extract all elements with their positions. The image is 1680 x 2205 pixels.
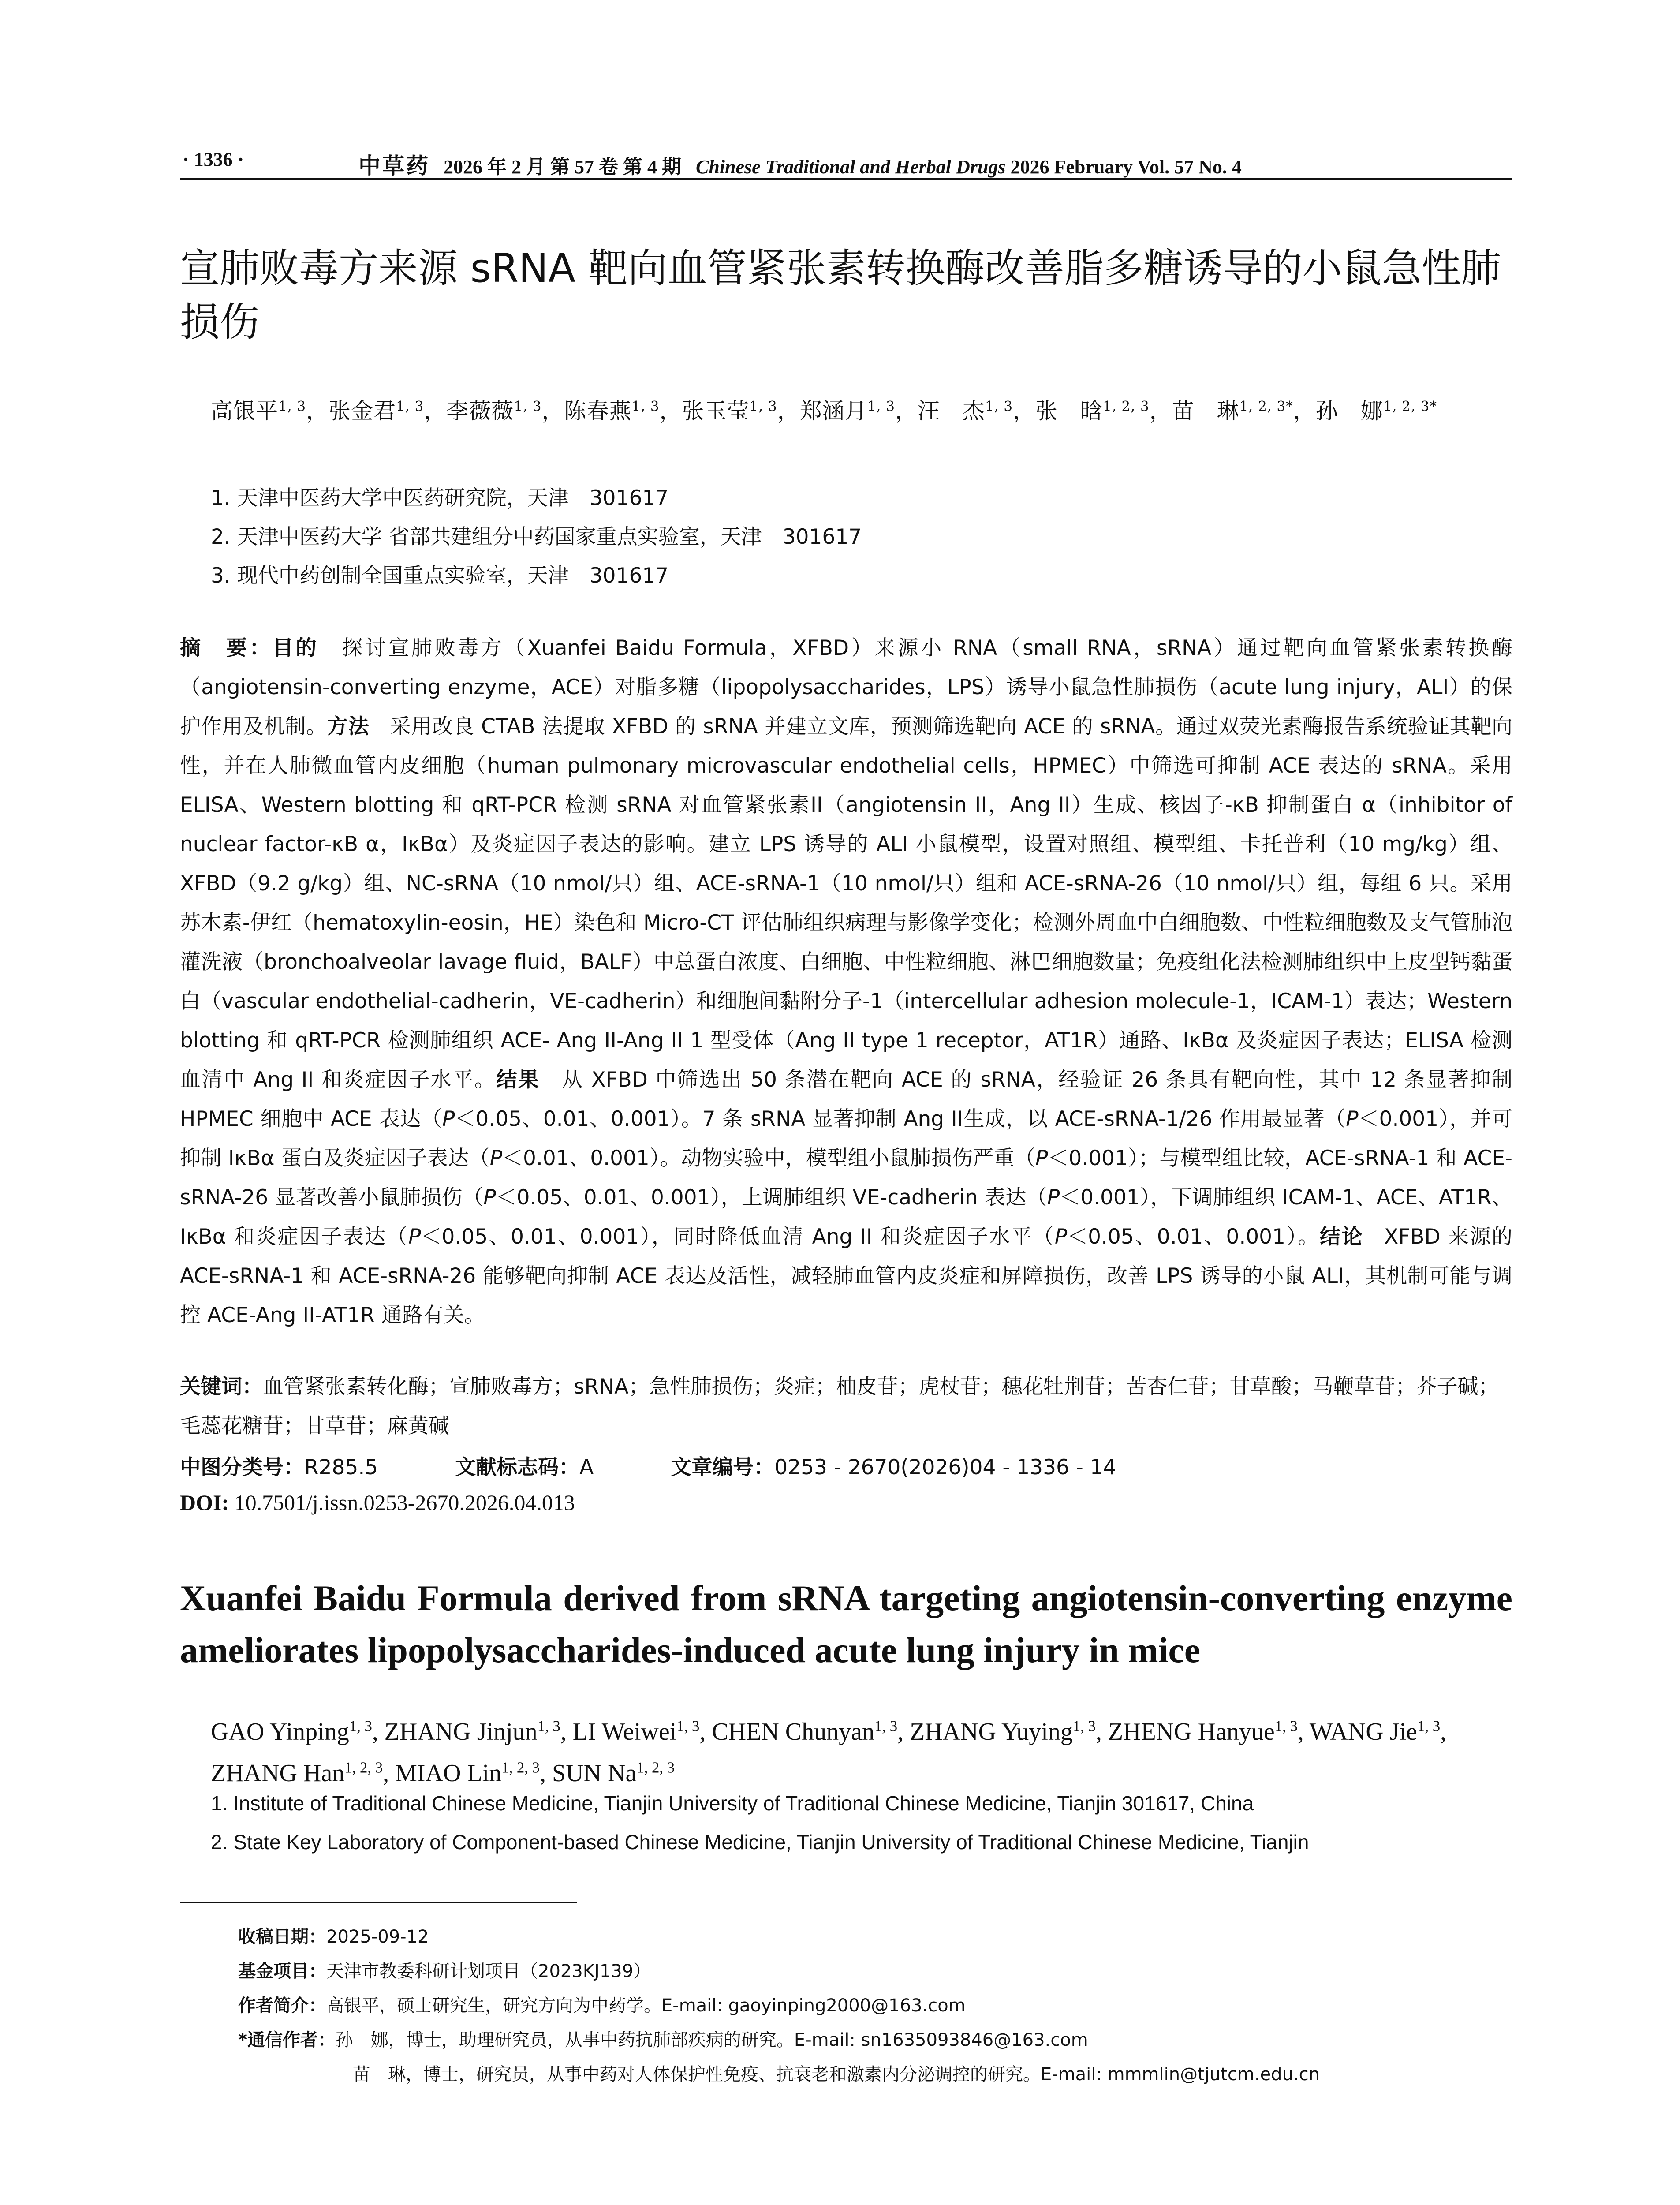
fund-text: 天津市教委科研计划项目（2023KJ139） [326, 1961, 651, 1981]
author-affiliation-sup: 1, 3 [537, 1717, 560, 1735]
abstract-label: 摘 要： [180, 636, 273, 660]
footnote-corresponding-2: 苗 琳，博士，研究员，从事中药对人体保护性免疫、抗衰老和激素内分泌调控的研究。E-mail: mmmlin@tjutcm.edu.cn [353, 2064, 1320, 2085]
author-affiliation-sup: 1, 3 [874, 1717, 898, 1735]
article-no-label: 文章编号： [671, 1455, 775, 1480]
author-name-en: SUN Na [552, 1760, 637, 1787]
keywords-label: 关键词： [180, 1375, 263, 1399]
results-segment: ＜0.001），并可抑制 IκBα 蛋白及炎症因子表达（ [180, 1107, 1512, 1170]
results-segment: ＜0.001）；与模型组比较，ACE-sRNA-1 和 ACE-sRNA-26 显著改善小鼠肺损伤（ [180, 1146, 1512, 1210]
affiliation-en-2: 2. State Key Laboratory of Component-based Chinese Medicine, Tianjin University of Traditional Chinese Medicine, Tianjin [211, 1831, 1309, 1854]
footnote-fund [238, 1957, 651, 1982]
clc-value: R285.5 [304, 1455, 378, 1480]
page-number: · 1336 · [183, 149, 244, 170]
keywords-text: 血管紧张素转化酶；宣肺败毒方；sRNA；急性肺损伤；炎症；柚皮苷；虎杖苷；穗花牡荆苷；苦杏仁苷；甘草酸；马鞭草苷；芥子碱；毛蕊花糖苷；甘草苷；麻黄碱 [180, 1375, 1499, 1438]
p-value-symbol: P [1047, 1185, 1060, 1210]
p-value-symbol: P [483, 1185, 496, 1210]
affiliation-cn-1: 1. 天津中医药大学中医药研究院，天津 301617 [211, 486, 669, 510]
conclusion-label: 结论 [1319, 1225, 1363, 1249]
corresponding-label: *通信作者： [238, 2030, 336, 2050]
objective-text: 探讨宣肺败毒方（Xuanfei Baidu Formula，XFBD）来源小 RNA（small RNA，sRNA）通过靶向血管紧张素转换酶（angiotensin-converting enzyme，ACE）对脂多糖（lipopolysaccharides，LPS）诱导小鼠急性肺损伤（acute lung injury，ALI）的保护作用及机制。 [180, 636, 1512, 739]
author-affiliation-sup: 1, 3 [396, 398, 424, 415]
footnote-corresponding [238, 2026, 1088, 2051]
issue-cn: 2026 年 2 月 第 57 卷 第 4 期 [444, 156, 681, 178]
running-header [180, 140, 1512, 180]
author-name-cn: 苗 琳 [1172, 398, 1239, 424]
author-name-en: LI Weiwei [572, 1718, 677, 1745]
author-affiliation-sup: 1, 2, 3 [344, 1759, 383, 1776]
doi-label: DOI: [180, 1490, 229, 1515]
abstract [180, 628, 1512, 1335]
title-cn: 宣肺败毒方来源 sRNA 靶向血管紧张素转换酶改善脂多糖诱导的小鼠急性肺损伤 [180, 245, 1501, 345]
author-affiliation-sup: 1, 3 [349, 1717, 372, 1735]
results-segment: ＜0.01、0.001）。动物实验中，模型组小鼠肺损伤严重（ [502, 1146, 1036, 1170]
author-affiliation-sup: 1, 2, 3 [636, 1759, 675, 1776]
p-value-symbol: P [442, 1107, 455, 1131]
author-bio-label: 作者简介： [238, 1996, 326, 2016]
author-affiliation-sup: 1, 3 [1417, 1717, 1441, 1735]
author-affiliation-sup: 1, 3 [278, 398, 306, 415]
received-date: 2025-09-12 [326, 1927, 429, 1947]
affiliation-cn-3: 3. 现代中药创制全国重点实验室，天津 301617 [211, 564, 669, 588]
conclusion-text: XFBD 来源的 ACE-sRNA-1 和 ACE-sRNA-26 能够靶向抑制 ACE 表达及活性，减轻肺血管内皮炎症和屏障损伤，改善 LPS 诱导的小鼠 ALI，其机制可能与调控 ACE-Ang II-AT1R 通路有关。 [180, 1225, 1513, 1327]
author-name-cn: 张玉莹 [682, 398, 750, 424]
journal-name-cn: 中草药 [358, 153, 430, 179]
author-name-cn: 陈春燕 [564, 398, 632, 424]
author-affiliation-sup: 1, 3 [749, 398, 777, 415]
journal-name-en: Chinese Traditional and Herbal Drugs [696, 156, 1006, 178]
fund-label: 基金项目： [238, 1961, 326, 1981]
authors-cn: 高银平$^{1, 3}$，张金君$^{1, 3}$，李薇薇$^{1, 3}$，陈春燕$^{1, 3}$，张玉莹$^{1, 3}$，郑涵月$^{1, 3}$，汪 杰$^{1, 3}$，张 晗$^{1, 2, 3}$，苗 琳$^{1, 2, 3*}$，孙 娜$^{1, 2, 3*}$ [211, 398, 1437, 424]
footnote-author [238, 1992, 966, 2017]
author-name-cn: 李薇薇 [446, 398, 514, 424]
author-name-en: ZHENG Hanyue [1108, 1718, 1275, 1745]
results-label: 结果 [496, 1068, 540, 1092]
doc-code-value: A [579, 1455, 594, 1480]
author-name-cn: 张 晗 [1035, 398, 1103, 424]
methods-text: 采用改良 CTAB 法提取 XFBD 的 sRNA 并建立文库，预测筛选靶向 ACE 的 sRNA。通过双荧光素酶报告系统验证其靶向性，并在人肺微血管内皮细胞（human pulmonary microvascular endothelial cells，HPMEC）中筛选可抑制 ACE 表达的 sRNA。采用 ELISA、Western blotting 和 qRT-PCR 检测 sRNA 对血管紧张素II（angiotensin II，Ang II）生成、核因子-κB 抑制蛋白 α（inhibitor of nuclear factor-κB α，IκBα）及炎症因子表达的影响。建立 LPS 诱导的 ALI 小鼠模型，设置对照组、模型组、卡托普利（10 mg/kg）组、XFBD（9.2 g/kg）组、NC-sRNA（10 nmol/只）组、ACE-sRNA-1（10 nmol/只）组和 ACE-sRNA-26（10 nmol/只）组，每组 6 只。采用苏木素-伊红（hematoxylin-eosin，HE）染色和 Micro-CT 评估肺组织病理与影像学变化；检测外周血中白细胞数、中性粒细胞数及支气管肺泡灌洗液（bronchoalveolar lavage fluid，BALF）中总蛋白浓度、白细胞、中性粒细胞、淋巴细胞数量；免疫组化法检测肺组织中上皮型钙黏蛋白（vascular endothelial-cadherin，VE-cadherin）和细胞间黏附分子-1（intercellular adhesion molecule-1，ICAM-1）表达；Western blotting 和 qRT-PCR 检测肺组织 ACE- Ang II-Ang II 1 型受体（Ang II type 1 receptor，AT1R）通路、IκBα 及炎症因子表达；ELISA 检测血清中 Ang II 和炎症因子水平。 [180, 714, 1513, 1092]
author-bio-text: 高银平，硕士研究生，研究方向为中药学。E-mail: gaoyinping2000@163.com [326, 1996, 966, 2016]
author-affiliation-sup: 1, 2, 3* [1239, 398, 1293, 415]
p-value-symbol: P [1054, 1225, 1068, 1249]
doc-code-label: 文献标志码： [455, 1455, 580, 1480]
affiliation-en-1: 1. Institute of Traditional Chinese Medicine, Tianjin University of Traditional Chinese Medicine, Tianjin 301617, China [211, 1792, 1254, 1815]
affiliation-cn-2: 2. 天津中医药大学 省部共建组分中药国家重点实验室，天津 301617 [211, 525, 862, 549]
footnote-divider [180, 1902, 577, 1903]
objective-label: 目的 [273, 636, 319, 660]
title-en: Xuanfei Baidu Formula derived from sRNA targeting angiotensin-converting enzyme ameliorates lipopolysaccharides-induced acute lung injury in mice [180, 1578, 1512, 1670]
received-label: 收稿日期： [238, 1927, 326, 1947]
doi-line [180, 1490, 1512, 1515]
author-affiliation-sup: 1, 3 [1274, 1717, 1298, 1735]
author-affiliation-sup: 1, 3 [676, 1717, 700, 1735]
results-text [180, 1068, 1512, 1249]
author-name-cn: 汪 杰 [917, 398, 985, 424]
p-value-symbol: P [1346, 1107, 1359, 1131]
results-segment: 从 XFBD 中筛选出 50 条潜在靶向 ACE 的 sRNA，经验证 26 条具有靶向性，其中 12 条显著抑制 HPMEC 细胞中 ACE 表达（ [180, 1068, 1512, 1131]
author-name-cn: 张金君 [329, 398, 396, 424]
author-name-en: ZHANG Yuying [910, 1718, 1073, 1745]
author-name-en: GAO Yinping [211, 1718, 349, 1745]
p-value-symbol: P [1035, 1146, 1048, 1170]
results-segment: ＜0.05、0.01、0.001）。7 条 sRNA 显著抑制 Ang II生成，以 ACE-sRNA-1/26 作用最显著（ [455, 1107, 1346, 1131]
author-affiliation-sup: 1, 2, 3* [1383, 398, 1437, 415]
keywords [180, 1367, 1512, 1446]
author-name-cn: 孙 娜 [1315, 398, 1383, 424]
p-value-symbol: P [408, 1225, 421, 1249]
results-segment: ＜0.001），下调肺组织 ICAM-1、ACE、AT1R、IκBα 和炎症因子表达（ [180, 1185, 1512, 1249]
article-no-value: 0253 - 2670(2026)04 - 1336 - 14 [774, 1455, 1116, 1480]
results-segment: ＜0.05、0.01、0.001），同时降低血清 Ang II 和炎症因子水平（ [421, 1225, 1055, 1249]
author-name-en: CHEN Chunyan [712, 1718, 874, 1745]
footnote-received [238, 1923, 429, 1948]
authors-en: GAO Yinping$^{1, 3}$, ZHANG Jinjun$^{1, 3}$, LI Weiwei$^{1, 3}$, CHEN Chunyan$^{1, 3}$, ZHANG Yuying$^{1, 3}$, ZHENG Hanyue$^{1, 3}$, WANG Jie$^{1, 3}$, ZHANG Han$^{1, 2, 3}$, MIAO Lin$^{1, 2, 3}$, SUN Na$^{1, 2, 3}$ [211, 1717, 1447, 1787]
author-name-en: ZHANG Jinjun [384, 1718, 538, 1745]
issue-en: 2026 February Vol. 57 No. 4 [1010, 156, 1242, 178]
author-affiliation-sup: 1, 3 [631, 398, 660, 415]
author-affiliation-sup: 1, 3 [985, 398, 1013, 415]
author-name-cn: 郑涵月 [799, 398, 867, 424]
author-affiliation-sup: 1, 3 [514, 398, 542, 415]
results-segment: ＜0.05、0.01、0.001）。 [1067, 1225, 1320, 1249]
corresponding-text-1: 孙 娜，博士，助理研究员，从事中药抗肺部疾病的研究。E-mail: sn1635093846@163.com [335, 2030, 1088, 2050]
results-segment: ＜0.05、0.01、0.001），上调肺组织 VE-cadherin 表达（ [496, 1185, 1047, 1210]
journal-line [358, 148, 1242, 180]
author-name-en: ZHANG Han [211, 1760, 345, 1787]
author-affiliation-sup: 1, 3 [867, 398, 895, 415]
clc-label: 中图分类号： [180, 1455, 304, 1480]
classification-line [180, 1451, 1512, 1480]
author-name-cn: 高银平 [211, 398, 278, 424]
author-name-en: WANG Jie [1309, 1718, 1417, 1745]
author-affiliation-sup: 1, 3 [1072, 1717, 1096, 1735]
p-value-symbol: P [489, 1146, 503, 1170]
author-affiliation-sup: 1, 2, 3 [1103, 398, 1150, 415]
methods-label: 方法 [327, 714, 370, 739]
author-affiliation-sup: 1, 2, 3 [501, 1759, 540, 1776]
doi-value: 10.7501/j.issn.0253-2670.2026.04.013 [234, 1490, 575, 1515]
author-name-en: MIAO Lin [395, 1760, 502, 1787]
